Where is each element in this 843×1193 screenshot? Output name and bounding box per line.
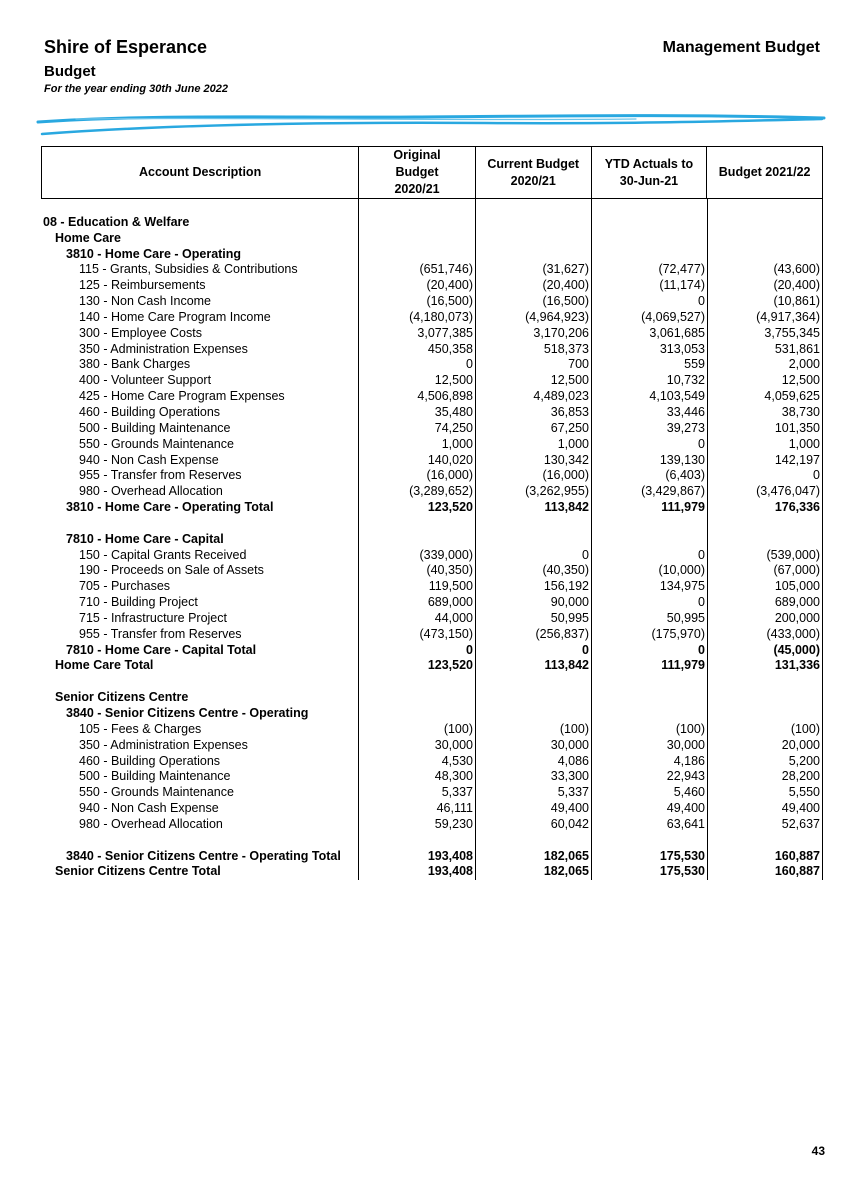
row-23-value-2: (40,350) xyxy=(542,563,589,578)
row-8-value-1: 3,077,385 xyxy=(417,325,473,340)
row-32-value-1 xyxy=(359,706,473,722)
row-12-value-3: 4,103,549 xyxy=(649,389,705,404)
row-15-value-2: 1,000 xyxy=(557,436,589,451)
row-18-value-2: (3,262,955) xyxy=(525,484,589,499)
row-32-value-4 xyxy=(708,706,820,722)
row-6-value-1: (16,500) xyxy=(426,294,473,309)
row-3-value-3 xyxy=(592,247,705,263)
row-15-value-3: 0 xyxy=(698,436,705,451)
row-41-value-2: 182,065 xyxy=(543,848,589,863)
row-25-label: 710 - Building Project xyxy=(79,595,198,610)
reporting-period: For the year ending 30th June 2022 xyxy=(44,83,229,95)
row-11-label: 400 - Volunteer Support xyxy=(79,373,212,388)
row-22-value-4: (539,000) xyxy=(766,547,820,562)
row-9-label: 350 - Administration Expenses xyxy=(79,341,248,356)
row-15-value-1: 1,000 xyxy=(441,436,473,451)
ytd-actuals-column xyxy=(591,199,707,880)
row-41-value-3: 175,530 xyxy=(659,848,705,863)
row-21-value-2 xyxy=(476,532,589,548)
row-30-value-4 xyxy=(708,674,820,690)
row-35-value-2: 4,086 xyxy=(557,753,589,768)
row-11-value-4: 12,500 xyxy=(781,373,820,388)
row-18-label: 980 - Overhead Allocation xyxy=(79,484,223,499)
row-27-value-3: (175,970) xyxy=(651,626,705,641)
row-6-label: 130 - Non Cash Income xyxy=(79,294,212,309)
row-38-value-2: 49,400 xyxy=(550,801,589,816)
row-29-value-4: 131,336 xyxy=(774,658,820,673)
row-13-value-1: 35,480 xyxy=(434,404,473,419)
row-34-label: 350 - Administration Expenses xyxy=(79,737,248,752)
row-31-value-3 xyxy=(592,690,705,706)
row-40-value-1 xyxy=(359,833,473,849)
row-2-value-3 xyxy=(592,231,705,247)
row-13-value-2: 36,853 xyxy=(550,404,589,419)
row-36-value-2: 33,300 xyxy=(550,769,589,784)
document-subtitle: Budget xyxy=(44,63,96,80)
row-4-value-1: (651,746) xyxy=(419,262,473,277)
row-26-value-4: 200,000 xyxy=(774,610,820,625)
row-4-value-3: (72,477) xyxy=(658,262,705,277)
row-33-value-1: (100) xyxy=(443,721,473,736)
row-24-value-1: 119,500 xyxy=(428,579,473,594)
row-40-value-2 xyxy=(476,833,589,849)
column-header-current-budget xyxy=(475,147,591,198)
page-number: 43 xyxy=(811,1144,825,1158)
row-8-value-3: 3,061,685 xyxy=(649,325,705,340)
row-22-value-3: 0 xyxy=(698,547,705,562)
row-7-value-2: (4,964,923) xyxy=(525,309,589,324)
row-7-label: 140 - Home Care Program Income xyxy=(79,309,271,324)
row-35-value-1: 4,530 xyxy=(441,753,473,768)
row-14-value-2: 67,250 xyxy=(550,420,589,435)
row-39-value-4: 52,637 xyxy=(781,816,820,831)
row-14-value-4: 101,350 xyxy=(774,420,820,435)
row-20-value-3 xyxy=(592,516,705,532)
row-1-label: 08 - Education & Welfare xyxy=(43,214,190,229)
row-25-value-1: 689,000 xyxy=(427,595,473,610)
row-37-value-3: 5,460 xyxy=(673,785,705,800)
row-2-value-1 xyxy=(359,231,473,247)
row-35-label: 460 - Building Operations xyxy=(79,753,221,768)
row-29-value-1: 123,520 xyxy=(427,658,473,673)
row-18-value-3: (3,429,867) xyxy=(641,484,705,499)
row-41-value-1: 193,408 xyxy=(427,848,473,863)
row-37-label: 550 - Grounds Maintenance xyxy=(79,785,234,800)
row-8-value-4: 3,755,345 xyxy=(764,325,820,340)
row-7-value-4: (4,917,364) xyxy=(756,309,820,324)
row-38-value-3: 49,400 xyxy=(666,801,705,816)
row-30-label xyxy=(43,674,358,690)
row-37-value-4: 5,550 xyxy=(788,785,820,800)
row-14-value-3: 39,273 xyxy=(666,420,705,435)
row-23-label: 190 - Proceeds on Sale of Assets xyxy=(79,563,264,578)
column-header-current-budget-label: Current Budget 2020/21 xyxy=(487,156,580,188)
row-6-value-4: (10,861) xyxy=(773,294,820,309)
row-28-value-3: 0 xyxy=(698,642,705,657)
row-39-label: 980 - Overhead Allocation xyxy=(79,816,223,831)
row-19-label: 3810 - Home Care - Operating Total xyxy=(66,500,274,515)
row-2-label: Home Care xyxy=(55,230,121,245)
row-30-value-3 xyxy=(592,674,705,690)
row-31-value-1 xyxy=(359,690,473,706)
row-17-value-1: (16,000) xyxy=(426,468,473,483)
column-header-original-budget-label: Original Budget 2020/21 xyxy=(393,148,441,196)
row-9-value-3: 313,053 xyxy=(659,341,705,356)
row-42-value-3: 175,530 xyxy=(659,864,705,879)
row-38-value-1: 46,111 xyxy=(436,801,473,816)
row-16-value-1: 140,020 xyxy=(427,452,473,467)
row-24-label: 705 - Purchases xyxy=(79,579,171,594)
row-9-value-4: 531,861 xyxy=(774,341,820,356)
row-27-value-2: (256,837) xyxy=(535,626,589,641)
row-11-value-3: 10,732 xyxy=(666,373,705,388)
row-13-value-4: 38,730 xyxy=(781,404,820,419)
row-28-label: 7810 - Home Care - Capital Total xyxy=(66,642,257,657)
row-32-label: 3840 - Senior Citizens Centre - Operating xyxy=(66,706,309,720)
row-4-value-2: (31,627) xyxy=(542,262,589,277)
row-1-value-1 xyxy=(359,215,473,231)
row-2-value-2 xyxy=(476,231,589,247)
row-40-value-4 xyxy=(708,833,820,849)
row-19-value-1: 123,520 xyxy=(427,500,473,515)
row-25-value-4: 689,000 xyxy=(774,595,820,610)
row-33-value-4: (100) xyxy=(790,721,820,736)
row-29-value-3: 111,979 xyxy=(661,658,705,673)
row-33-value-2: (100) xyxy=(559,721,589,736)
row-21-value-4 xyxy=(708,532,820,548)
row-10-value-4: 2,000 xyxy=(788,357,820,372)
row-10-value-1: 0 xyxy=(466,357,473,372)
row-11-value-1: 12,500 xyxy=(434,373,473,388)
row-39-value-3: 63,641 xyxy=(666,816,705,831)
row-5-value-4: (20,400) xyxy=(773,278,820,293)
row-23-value-4: (67,000) xyxy=(773,563,820,578)
row-0-value-2 xyxy=(476,199,589,215)
row-20-value-4 xyxy=(708,516,820,532)
row-17-label: 955 - Transfer from Reserves xyxy=(79,468,242,483)
row-24-value-3: 134,975 xyxy=(659,579,705,594)
row-27-label: 955 - Transfer from Reserves xyxy=(79,626,242,641)
row-10-label: 380 - Bank Charges xyxy=(79,357,191,372)
row-17-value-2: (16,000) xyxy=(542,468,589,483)
row-37-value-1: 5,337 xyxy=(441,785,473,800)
row-8-label: 300 - Employee Costs xyxy=(79,325,202,340)
row-28-value-4: (45,000) xyxy=(773,642,820,657)
row-40-label xyxy=(43,833,358,849)
row-3-value-2 xyxy=(476,247,589,263)
row-5-value-1: (20,400) xyxy=(426,278,473,293)
row-6-value-3: 0 xyxy=(698,294,705,309)
row-30-value-1 xyxy=(359,674,473,690)
row-16-value-3: 139,130 xyxy=(659,452,705,467)
decorative-swoosh xyxy=(36,110,826,140)
row-14-label: 500 - Building Maintenance xyxy=(79,420,231,435)
row-14-value-1: 74,250 xyxy=(434,420,473,435)
row-36-value-4: 28,200 xyxy=(781,769,820,784)
row-33-label: 105 - Fees & Charges xyxy=(79,721,202,736)
row-7-value-3: (4,069,527) xyxy=(641,309,705,324)
row-1-value-2 xyxy=(476,215,589,231)
row-26-value-2: 50,995 xyxy=(550,610,589,625)
row-33-value-3: (100) xyxy=(675,721,705,736)
row-21-value-3 xyxy=(592,532,705,548)
row-20-label xyxy=(43,516,358,532)
row-26-value-1: 44,000 xyxy=(434,610,473,625)
row-10-value-2: 700 xyxy=(568,357,589,372)
document-type: Management Budget xyxy=(662,39,820,56)
row-12-value-4: 4,059,625 xyxy=(764,389,820,404)
row-16-value-2: 130,342 xyxy=(543,452,589,467)
row-3-value-1 xyxy=(359,247,473,263)
row-38-value-4: 49,400 xyxy=(781,801,820,816)
row-22-label: 150 - Capital Grants Received xyxy=(79,547,247,562)
row-36-value-1: 48,300 xyxy=(434,769,473,784)
row-12-label: 425 - Home Care Program Expenses xyxy=(79,389,285,404)
row-26-label: 715 - Infrastructure Project xyxy=(79,610,227,625)
row-23-value-3: (10,000) xyxy=(658,563,705,578)
row-27-value-4: (433,000) xyxy=(766,626,820,641)
row-30-value-2 xyxy=(476,674,589,690)
row-42-value-4: 160,887 xyxy=(774,864,820,879)
row-12-value-1: 4,506,898 xyxy=(417,389,473,404)
row-22-value-1: (339,000) xyxy=(419,547,473,562)
row-42-value-2: 182,065 xyxy=(543,864,589,879)
row-23-value-1: (40,350) xyxy=(426,563,473,578)
row-18-value-1: (3,289,652) xyxy=(409,484,473,499)
row-34-value-1: 30,000 xyxy=(434,737,473,752)
row-18-value-4: (3,476,047) xyxy=(756,484,820,499)
row-35-value-4: 5,200 xyxy=(788,753,820,768)
row-15-label: 550 - Grounds Maintenance xyxy=(79,436,234,451)
row-19-value-3: 111,979 xyxy=(661,500,705,515)
column-header-budget-2021-22: Budget 2021/22 xyxy=(706,147,822,198)
row-32-value-2 xyxy=(476,706,589,722)
row-16-value-4: 142,197 xyxy=(774,452,820,467)
row-20-value-1 xyxy=(359,516,473,532)
row-31-label: Senior Citizens Centre xyxy=(55,690,189,705)
row-36-label: 500 - Building Maintenance xyxy=(79,769,231,784)
row-2-value-4 xyxy=(708,231,820,247)
row-40-value-3 xyxy=(592,833,705,849)
row-9-value-2: 518,373 xyxy=(543,341,589,356)
row-42-value-1: 193,408 xyxy=(427,864,473,879)
organization-title: Shire of Esperance xyxy=(44,37,208,57)
row-11-value-2: 12,500 xyxy=(550,373,589,388)
row-38-label: 940 - Non Cash Expense xyxy=(79,801,219,816)
row-25-value-2: 90,000 xyxy=(550,595,589,610)
row-0-value-4 xyxy=(708,199,820,215)
row-28-value-2: 0 xyxy=(582,642,589,657)
original-budget-column xyxy=(358,199,475,880)
row-5-value-3: (11,174) xyxy=(659,278,705,293)
row-4-label: 115 - Grants, Subsidies & Contributions xyxy=(79,262,298,277)
row-34-value-3: 30,000 xyxy=(666,737,705,752)
row-34-value-2: 30,000 xyxy=(550,737,589,752)
row-0-value-3 xyxy=(592,199,705,215)
row-9-value-1: 450,358 xyxy=(427,341,473,356)
row-25-value-3: 0 xyxy=(698,595,705,610)
row-32-value-3 xyxy=(592,706,705,722)
row-31-value-2 xyxy=(476,690,589,706)
current-budget-column xyxy=(475,199,591,880)
budget-2021-22-column xyxy=(707,199,823,880)
column-header-ytd-actuals xyxy=(591,147,707,198)
row-24-value-4: 105,000 xyxy=(774,579,820,594)
row-29-label: Home Care Total xyxy=(55,658,154,673)
row-42-label: Senior Citizens Centre Total xyxy=(55,864,221,879)
row-8-value-2: 3,170,206 xyxy=(533,325,589,340)
budget-table xyxy=(41,146,823,880)
row-17-value-3: (6,403) xyxy=(665,468,705,483)
row-29-value-2: 113,842 xyxy=(544,658,589,673)
row-0-value-1 xyxy=(359,199,473,215)
table-header xyxy=(41,146,823,199)
row-12-value-2: 4,489,023 xyxy=(533,389,589,404)
row-21-value-1 xyxy=(359,532,473,548)
row-31-value-4 xyxy=(708,690,820,706)
column-header-ytd-actuals-label: YTD Actuals to 30-Jun-21 xyxy=(604,156,694,188)
row-20-value-2 xyxy=(476,516,589,532)
row-41-label: 3840 - Senior Citizens Centre - Operating Total xyxy=(66,848,341,863)
row-13-value-3: 33,446 xyxy=(666,404,705,419)
row-22-value-2: 0 xyxy=(582,547,589,562)
row-28-value-1: 0 xyxy=(466,642,473,657)
row-19-value-2: 113,842 xyxy=(544,500,589,515)
column-header-description: Account Description xyxy=(138,165,262,179)
row-4-value-4: (43,600) xyxy=(773,262,820,277)
table-body xyxy=(41,199,823,880)
row-26-value-3: 50,995 xyxy=(666,610,705,625)
row-19-value-4: 176,336 xyxy=(774,500,820,515)
row-6-value-2: (16,500) xyxy=(542,294,589,309)
row-39-value-2: 60,042 xyxy=(550,816,589,831)
row-35-value-3: 4,186 xyxy=(673,753,705,768)
column-header-original-budget xyxy=(358,147,475,198)
row-5-value-2: (20,400) xyxy=(542,278,589,293)
row-34-value-4: 20,000 xyxy=(781,737,820,752)
row-5-label: 125 - Reimbursements xyxy=(79,278,206,293)
row-13-label: 460 - Building Operations xyxy=(79,404,221,419)
row-24-value-2: 156,192 xyxy=(543,579,589,594)
row-7-value-1: (4,180,073) xyxy=(409,309,473,324)
row-3-label: 3810 - Home Care - Operating xyxy=(66,246,242,261)
row-1-value-4 xyxy=(708,215,820,231)
row-16-label: 940 - Non Cash Expense xyxy=(79,452,219,467)
row-37-value-2: 5,337 xyxy=(557,785,589,800)
row-39-value-1: 59,230 xyxy=(434,816,473,831)
row-0-label xyxy=(43,199,358,215)
row-41-value-4: 160,887 xyxy=(774,848,820,863)
row-17-value-4: 0 xyxy=(813,468,820,483)
row-10-value-3: 559 xyxy=(684,357,705,372)
row-1-value-3 xyxy=(592,215,705,231)
description-column xyxy=(41,199,358,880)
row-27-value-1: (473,150) xyxy=(419,626,473,641)
row-36-value-3: 22,943 xyxy=(666,769,705,784)
row-15-value-4: 1,000 xyxy=(788,436,820,451)
row-3-value-4 xyxy=(708,247,820,263)
row-21-label: 7810 - Home Care - Capital xyxy=(66,531,224,546)
